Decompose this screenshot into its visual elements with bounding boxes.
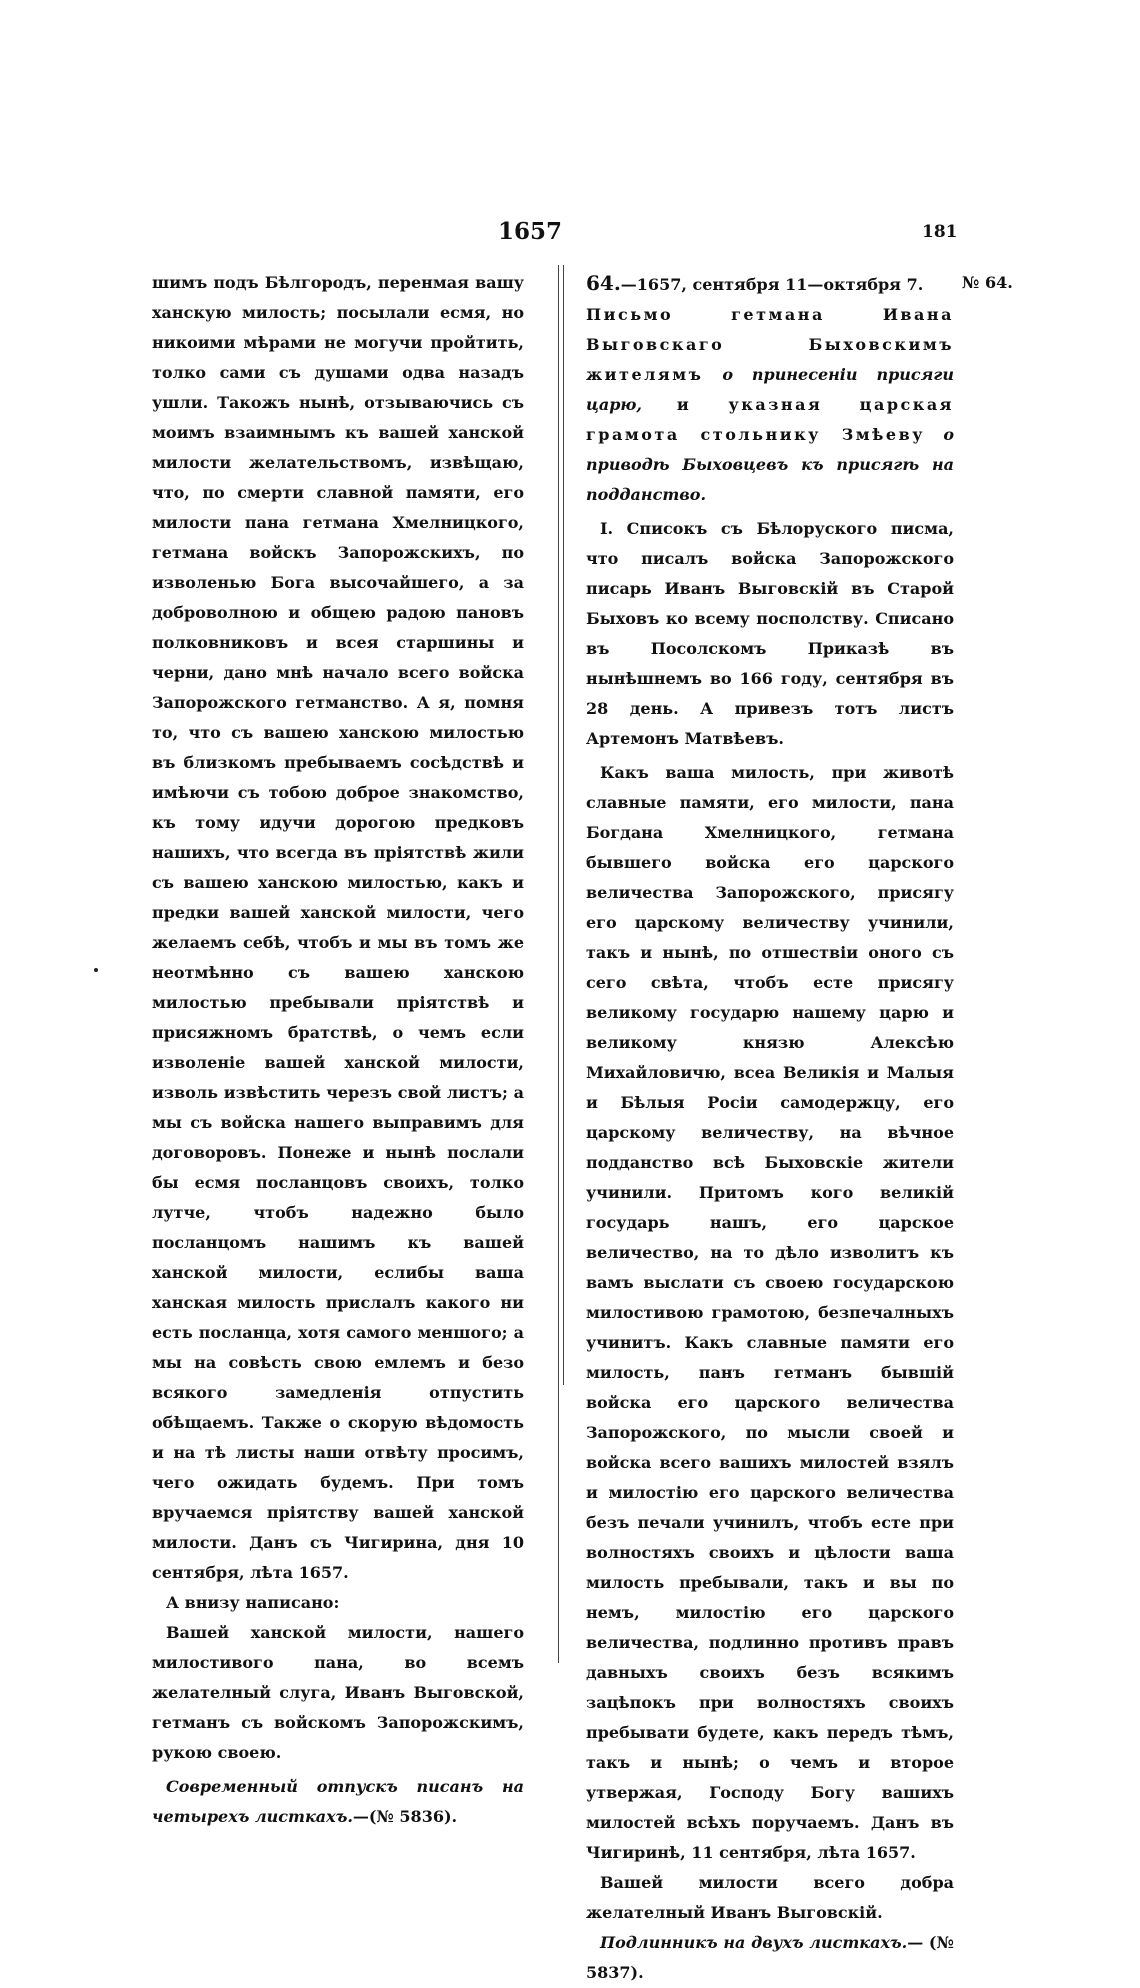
running-year: 1657 [498,218,563,245]
document-dates: —1657, сентября 11—октября 7. [620,275,924,294]
below-heading: А внизу написано: [166,1593,340,1612]
document-title [586,300,954,510]
left-main-text: шимъ подъ Бѣлгородъ, перенмая вашу ханскую милость; посылали есмя, но никоими мѣрами не могучи пройтить, толко сами съ душами одва назадъ ушли. Такожъ нынѣ, отзываючись съ моимъ взаимнымъ къ вашей ханской милости желательствомъ, извѣщаю, что, по смерти славной памяти, его милости пана гетмана Хмелницкого, гетмана войскъ Запорожскихъ, по изволенью Бога высочайшего, а за доброволною и общею радою пановъ полковниковъ и всея старшины и черни, дано мнѣ начало всего войска Запорожского гетманство. А я, помня то, что съ вашею ханскою милостью въ близкомъ пребываемъ сосѣдствѣ и имѣючи съ тобою доброе знакомство, къ тому идучи дорогою предковъ нашихъ, что всегда въ пріятствѣ жили съ вашею ханскою милостью, какъ и предки вашей ханской милости, чего желаемъ себѣ, чтобъ и мы въ томъ же неотмѣнно съ вашею ханскою милостью пребывали пріятствѣ и присяжномъ братствѣ, о чемъ если изволеніе вашей ханской милости, изволь извѣстить черезъ свой листъ; а мы съ войска нашего выправимъ для договоровъ. Понеже и нынѣ послали бы есмя посланцовъ своихъ, толко лутче, чтобъ надежно было посланцомъ нашимъ къ вашей ханской милости, еслибы ваша ханская милость прислалъ какого ни есть посланца, хотя самого меншого; а мы на совѣсть свою емлемъ и безо всякого замедленія отпустить обѣщаемъ. Также о скорую вѣдомость и на тѣ листы наши отвѣту просимъ, чего ожидать будемъ. При томъ вручаемся пріятству вашей ханской милости. Данъ съ Чигирина, дня 10 сентября, лѣта 1657. [152,273,524,1582]
right-column [586,268,954,1988]
letter-closing: Вашей милости всего добра желателный Иванъ Выговскій. [586,1873,954,1922]
title-part-b: о принесеніи присяги царю, [586,365,955,414]
margin-dot [94,968,98,972]
left-source-note-number: —(№ 5836). [352,1807,458,1826]
signature-text: Вашей ханской милости, нашего милостивого пана, во всемъ желателный слуга, Иванъ Выговской, гетманъ съ войскомъ Запорожскимъ, рукою своею. [152,1623,524,1762]
left-source-note [152,1772,524,1832]
page-number: 181 [922,222,958,242]
page-header [0,218,1140,258]
margin-document-number: № 64. [962,273,1013,292]
title-part-c: и указная царская грамота стольнику Змѣеву [586,395,955,444]
document-number: 64. [586,271,621,295]
document-heading [586,268,954,300]
letter-body: Какъ ваша милость, при животѣ славные памяти, его милости, пана Богдана Хмелницкого, гетмана бывшего войска его царского величества Запорожского, присягу его царскому величеству учинили, такъ и нынѣ, по отшествіи оного съ сего свѣта, чтобъ есте присягу великому государю нашему царю и великому князю Алексѣю Михайловичю, всеа Великія и Малыя и Бѣлыя Росіи самодержцу, его царскому величеству, на вѣчное подданство всѣ Быховскіе жители учинили. Притомъ кого великій государь нашъ, его царское величество, на то дѣло изволитъ къ вамъ выслати съ своею государскою милостивою грамотою, безпечалныхъ учинитъ. Какъ славные памяти его милость, панъ гетманъ бывшій войска его царского величества Запорожского, по мысли своей и войска всего вашихъ милостей взялъ и милостію его царского величества безъ печали учинилъ, чтобъ есте при волностяхъ своихъ и цѣлости ваша милость пребывали, такъ и вы по немъ, милостію его царского величества, подлинно противъ правъ давныхъ своихъ безъ всякимъ зацѣпокъ при волностяхъ своихъ пребывати будете, какъ передъ тѣмъ, такъ и нынѣ; о чемъ и второе утвержая, Господу Богу вашихъ милостей всѣхъ поручаемъ. Данъ въ Чигиринѣ, 11 сентября, лѣта 1657. [586,763,954,1862]
title-part-d: о приводѣ Быховцевъ къ присягѣ на подданство. [586,425,955,504]
right-source-note-number: — (№ 5837). [586,1933,955,1982]
left-source-note-italic: Современный отпускъ писанъ на четырехъ листкахъ. [152,1777,524,1826]
title-part-a: Письмо гетмана Ивана Выговскаго Быховскимъ жителямъ [586,305,954,384]
section-intro: I. Списокъ съ Бѣлоруского писма, что писалъ войска Запорожского писарь Иванъ Выговскій въ Старой Быховъ ко всему посполству. Списано въ Посолскомъ Приказѣ въ нынѣшнемъ во 166 году, сентября въ 28 день. А привезъ тотъ листъ Артемонъ Матвѣевъ. [586,519,954,748]
column-divider [558,265,559,1663]
column-divider-double [563,265,564,1385]
left-column [152,268,524,1832]
right-source-note-italic: Подлинникъ на двухъ листкахъ. [600,1933,908,1952]
right-source-note [586,1928,954,1988]
